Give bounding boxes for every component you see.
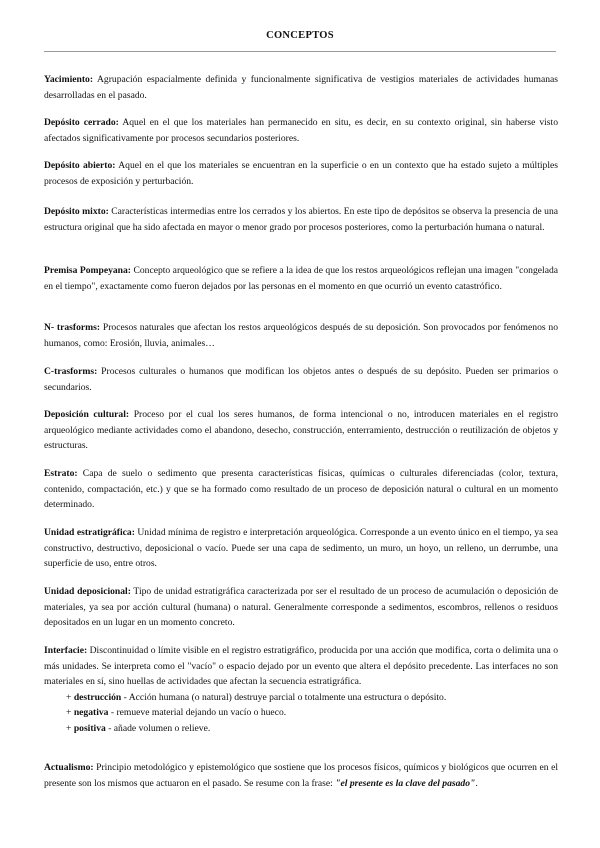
- page-title: CONCEPTOS: [266, 30, 334, 41]
- entry-yacimiento: [44, 72, 558, 103]
- entry-definition: Aquel en el que los materiales se encuentran en la superficie o en un contexto que ha estado sujeto a múltiples procesos de exposición y perturbación.: [44, 160, 559, 187]
- entry-term: Depósito abierto:: [44, 160, 116, 171]
- bullet-label: positiva: [73, 722, 106, 734]
- entry-term: Actualismo:: [44, 762, 94, 773]
- entry-term: N- trasforms:: [44, 322, 101, 333]
- bullet-marker: +: [66, 722, 74, 734]
- bullet-text: - añade volumen o relieve.: [105, 722, 211, 734]
- entry-definition: Procesos naturales que afectan los restos arqueológicos después de su deposición. Son provocados por fenómenos no humanos, como: Erosión, lluvia, animales…: [44, 322, 558, 349]
- entry-term: Yacimiento:: [44, 74, 94, 85]
- entry-definition: Unidad mínima de registro e interpretación arqueológica. Corresponde a un evento único en el tiempo, ya sea constructivo, destructivo, deposicional o vacío. Puede ser una capa de sedimento, un muro, un hoyo, un relleno, un derrumbe, una superficie de uso, entre otros.: [44, 527, 558, 570]
- entry-deposicion-cultural: [44, 407, 558, 454]
- list-item: [66, 721, 558, 737]
- entry-definition: Características intermedias entre los cerrados y los abiertos. En este tipo de depósitos se observa la presencia de una estructura original que ha sido afectada en mayor o menor grado por procesos posteriores, como la perturbación humana o natural.: [44, 206, 558, 233]
- entry-deposito-cerrado: [44, 115, 558, 146]
- entry-term: Interfacie:: [44, 645, 88, 656]
- entry-definition: Principio metodológico y epistemológico que sostiene que los procesos físicos, químicos y biológicos que ocurren en el presente son los mismos que actuaron en el pasado. Se resume con la frase:: [44, 762, 558, 789]
- entry-deposito-mixto: [44, 204, 558, 235]
- bullet-marker: +: [66, 691, 74, 703]
- entry-term: Deposición cultural:: [44, 409, 130, 420]
- entry-definition: Tipo de unidad estratigráfica caracterizada por ser el resultado de un proceso de acumulación o deposición de materiales, ya sea por acción cultural (humana) o natural. Generalmente corresponde a sedimentos, escombros, rellenos o residuos depositados en un lugar en un momento concreto.: [44, 586, 558, 629]
- entry-term: Unidad deposicional:: [44, 586, 131, 597]
- entry-unidad-deposicional: [44, 584, 558, 631]
- entry-term: C-trasforms:: [44, 366, 98, 377]
- entry-definition: Proceso por el cual los seres humanos, de forma intencional o no, introducen materiales en el registro arqueológico mediante actividades como el abandono, desecho, construcción, enterramiento, destrucción o reutilización de objetos y estructuras.: [44, 409, 558, 452]
- quoted-phrase: "el presente es la clave del pasado": [335, 777, 476, 789]
- bullet-label: destrucción: [73, 691, 122, 703]
- entry-definition: Procesos culturales o humanos que modifican los objetos antes o después de su depósito. Pueden ser primarios o secundarios.: [44, 366, 558, 393]
- entry-unidad-estratigrafica: [44, 525, 558, 572]
- entry-deposito-abierto: [44, 158, 558, 189]
- bullet-label: negativa: [73, 707, 109, 719]
- entry-n-trasforms: [44, 320, 558, 351]
- title-divider: [44, 51, 556, 52]
- entry-definition: Agrupación espacialmente definida y funcionalmente significativa de vestigios materiales de actividades humanas desarrolladas en el pasado.: [44, 74, 558, 101]
- bullet-text: - remueve material dejando un vacío o hueco.: [108, 707, 287, 719]
- entry-c-trasforms: [44, 364, 558, 395]
- entry-term: Estrato:: [44, 468, 78, 479]
- entry-premisa-pompeyana: [44, 263, 558, 294]
- interface-definition: [44, 643, 558, 690]
- list-item: [66, 705, 558, 721]
- entry-definition: Aquel en el que los materiales han permanecido en situ, es decir, en su contexto original, sin haberse visto afectados significativamente por procesos secundarios posteriores.: [44, 117, 558, 144]
- entry-interfacie: [44, 643, 558, 737]
- list-item: [66, 690, 558, 706]
- entry-term: Depósito mixto:: [44, 206, 109, 217]
- entry-definition: Concepto arqueológico que se refiere a la idea de que los restos arqueológicos reflejan una imagen "congelada en el tiempo", exactamente como fueron dejados por las personas en el momento en que ocurrió un evento catastrófico.: [44, 265, 559, 292]
- entry-term: Depósito cerrado:: [44, 117, 119, 128]
- bullet-text: - Acción humana (o natural) destruye parcial o totalmente una estructura o depósito.: [121, 691, 447, 703]
- entry-end-punctuation: .: [475, 777, 478, 789]
- entry-term: Premisa Pompeyana:: [44, 265, 132, 276]
- bullet-marker: +: [66, 707, 74, 719]
- interface-types-list: [44, 690, 558, 737]
- entry-term: Unidad estratigráfica:: [44, 527, 135, 538]
- entry-definition: Discontinuidad o límite visible en el registro estratigráfico, producida por una acción que modifica, corta o delimita una o más unidades. Se interpreta como el "vacío" o espacio dejado por un evento que altera el depósito precedente. Las interfaces no son materiales en sí, sino huellas de actividades que afectan la secuencia estratigráfica.: [44, 645, 558, 688]
- entry-actualismo: [44, 760, 558, 791]
- entry-definition: Capa de suelo o sedimento que presenta características físicas, químicas o culturales diferenciadas (color, textura, contenido, compactación, etc.) y que se ha formado como resultado de un proceso de deposición natural o cultural en un momento determinado.: [44, 468, 558, 511]
- entry-estrato: [44, 466, 558, 513]
